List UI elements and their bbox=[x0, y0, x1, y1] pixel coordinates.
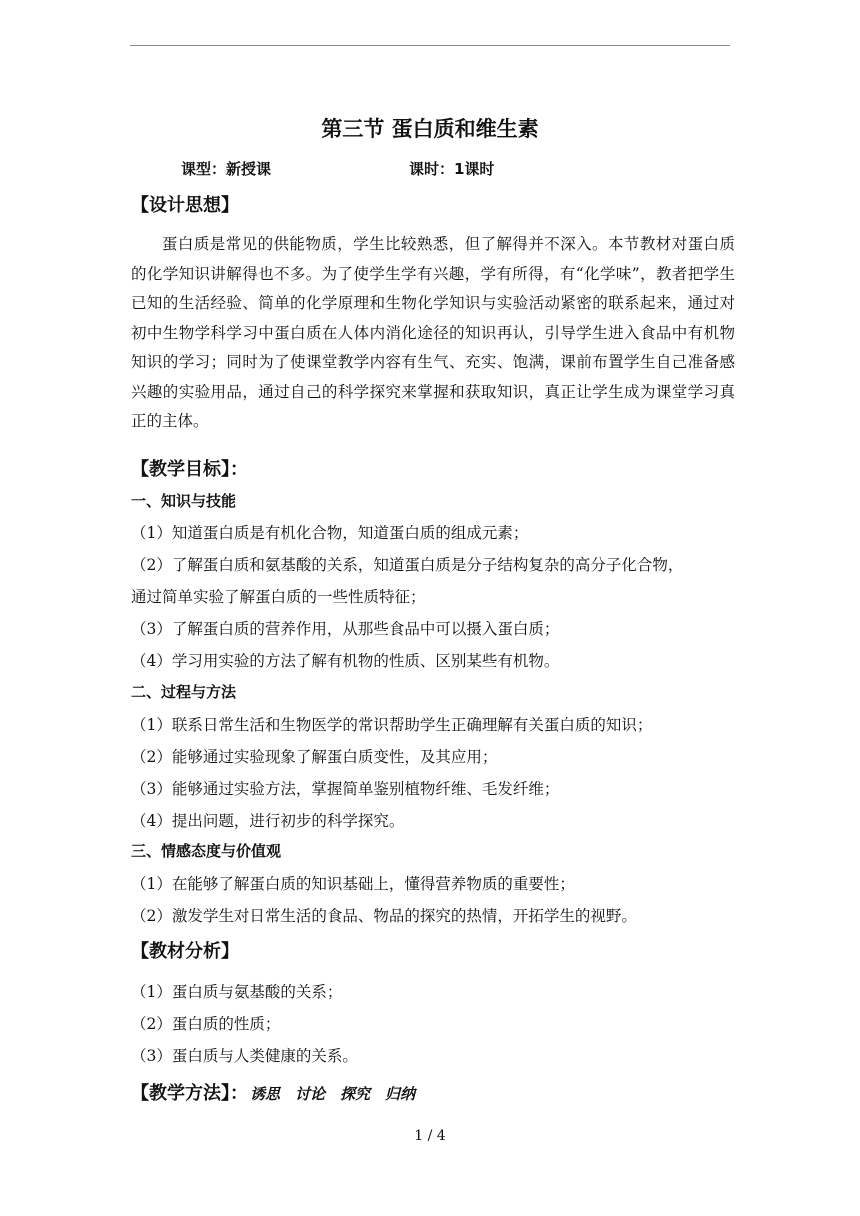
process-title: 二、过程与方法 bbox=[131, 683, 237, 701]
page-number: 1 / 4 bbox=[414, 1128, 446, 1144]
knowledge-item: （2）了解蛋白质和氨基酸的关系，知道蛋白质是分子结构复杂的高分子化合物， bbox=[131, 556, 684, 574]
design-heading: 【设计思想】 bbox=[131, 195, 239, 216]
knowledge-item: （1）知道蛋白质是有机化合物，知道蛋白质的组成元素； bbox=[131, 524, 529, 542]
emotion-item: （1）在能够了解蛋白质的知识基础上，懂得营养物质的重要性； bbox=[131, 875, 575, 893]
method-heading: 【教学方法】： bbox=[131, 1083, 248, 1104]
design-paragraph: 蛋白质是常见的供能物质，学生比较熟悉，但了解得并不深入。本节教材对蛋白质的化学知识讲解得也不多。为了使学生学有兴趣，学有所得，有“化学味”，教者把学生已知的生活经验、简单的化学原理和生物化学知识与实验活动紧密的联系起来，通过对初中生物学科学习中蛋白质在人体内消化途径的知识再认，引导学生进入食品中有机物知识的学习；同时为了使课堂教学内容有生气、充实、饱满，课前布置学生自己准备感兴趣的实验用品，通过自己的科学探究来掌握和获取知识，真正让学生成为课堂学习真正的主体。 bbox=[131, 235, 735, 430]
method-values: 诱思 讨论 探究 归纳 bbox=[250, 1085, 416, 1103]
course-type: 课型：新授课 bbox=[181, 160, 272, 178]
class-hours: 课时：1课时 bbox=[409, 160, 495, 178]
process-item: （4）提出问题，进行初步的科学探究。 bbox=[131, 812, 405, 830]
knowledge-item: 通过简单实验了解蛋白质的一些性质特征； bbox=[131, 588, 426, 606]
knowledge-item: （3）了解蛋白质的营养作用，从那些食品中可以摄入蛋白质； bbox=[131, 620, 560, 638]
knowledge-title: 一、知识与技能 bbox=[131, 492, 237, 510]
analysis-heading: 【教材分析】 bbox=[131, 941, 239, 962]
process-item: （1）联系日常生活和生物医学的常识帮助学生正确理解有关蛋白质的知识； bbox=[131, 716, 653, 734]
emotion-title: 三、情感态度与价值观 bbox=[131, 842, 282, 860]
header-rule bbox=[130, 45, 730, 46]
analysis-item: （2）蛋白质的性质； bbox=[131, 1015, 281, 1033]
method-row bbox=[131, 1079, 415, 1105]
process-item: （2）能够通过实验现象了解蛋白质变性，及其应用； bbox=[131, 748, 498, 766]
analysis-item: （1）蛋白质与氨基酸的关系； bbox=[131, 983, 343, 1001]
knowledge-item: （4）学习用实验的方法了解有机物的性质、区别某些有机物。 bbox=[131, 652, 560, 670]
goals-heading: 【教学目标】： bbox=[131, 459, 248, 480]
emotion-item: （2）激发学生对日常生活的食品、物品的探究的热情，开拓学生的视野。 bbox=[131, 907, 637, 925]
process-item: （3）能够通过实验方法，掌握简单鉴别植物纤维、毛发纤维； bbox=[131, 780, 560, 798]
analysis-item: （3）蛋白质与人类健康的关系。 bbox=[131, 1047, 358, 1065]
page-title: 第三节 蛋白质和维生素 bbox=[321, 117, 539, 141]
